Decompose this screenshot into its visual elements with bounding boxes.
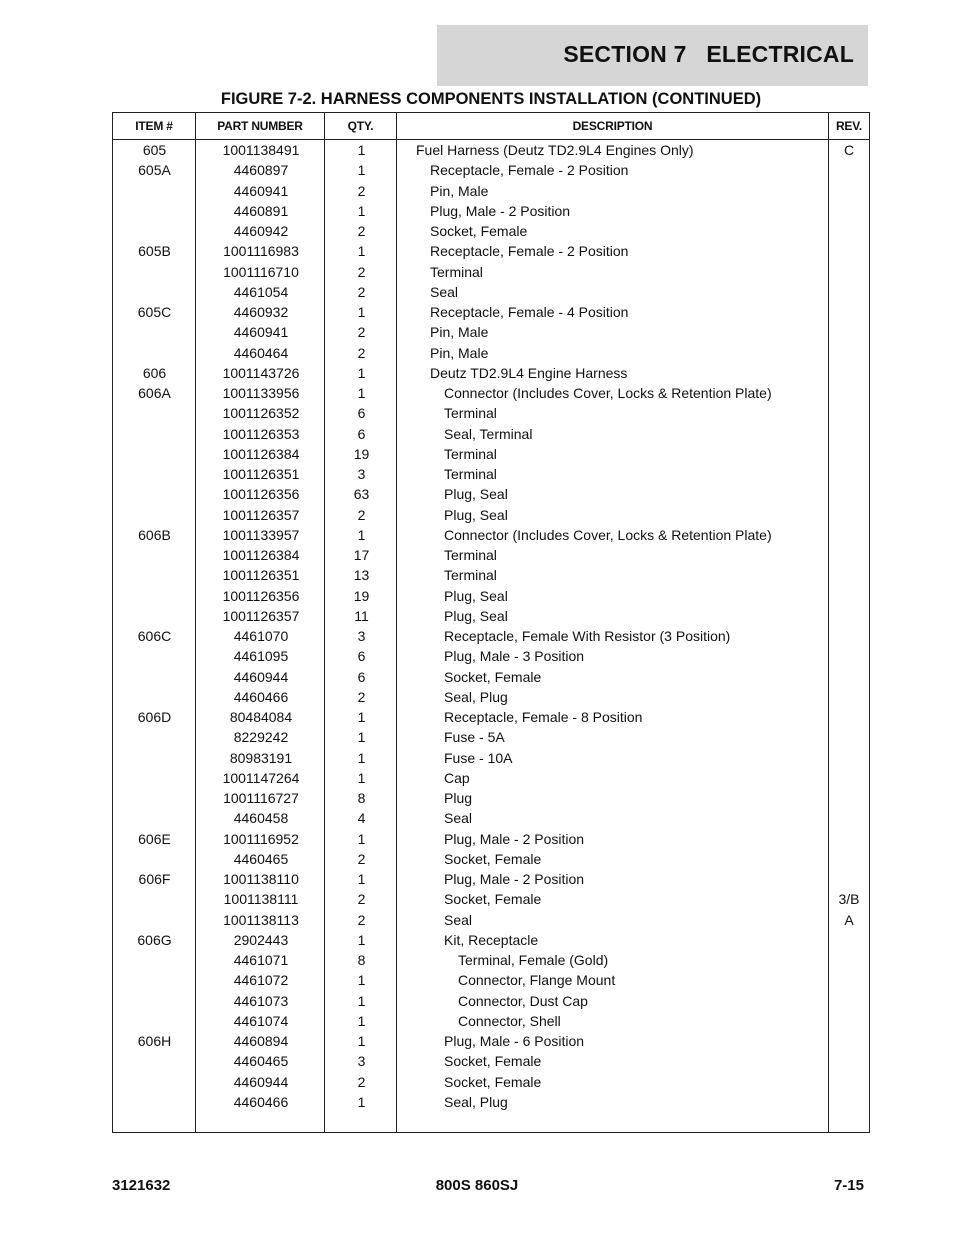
part-number-cell: 1001133957: [222, 526, 300, 543]
description-cell: Socket, Female: [444, 668, 542, 685]
description-cell: Plug, Male - 2 Position: [430, 202, 571, 219]
description-cell: Seal, Terminal: [444, 425, 533, 442]
part-number-cell: 1001126384: [222, 445, 300, 462]
description-cell: Pin, Male: [430, 344, 489, 361]
part-number-cell: 1001126357: [222, 506, 300, 523]
footer-model: 800S 860SJ: [435, 1177, 519, 1194]
rev-cell: 3/B: [838, 891, 860, 908]
part-number-cell: 1001133956: [222, 385, 300, 401]
table-row: [113, 788, 869, 808]
description-cell: Terminal, Female (Gold): [458, 952, 609, 968]
part-number-cell: 4460942: [233, 223, 289, 239]
part-number-cell: 1001126351: [222, 466, 300, 482]
qty-cell: 1: [357, 1033, 366, 1049]
table-row: [113, 505, 869, 525]
table-row: [113, 829, 869, 849]
qty-cell: 3: [357, 628, 366, 644]
qty-cell: 6: [357, 648, 366, 665]
part-number-cell: 4460897: [233, 162, 289, 179]
description-cell: Connector, Dust Cap: [458, 992, 588, 1009]
qty-cell: 1: [357, 992, 366, 1009]
qty-cell: 2: [357, 223, 366, 239]
part-number-cell: 4460465: [233, 850, 289, 867]
item-cell: 606A: [138, 385, 171, 401]
qty-cell: 13: [353, 567, 370, 584]
part-number-cell: 1001116952: [223, 830, 299, 847]
part-number-cell: 1001126357: [222, 607, 300, 624]
qty-cell: 1: [357, 243, 366, 260]
table-row: [113, 160, 869, 180]
part-number-cell: 8229242: [233, 729, 289, 746]
table-row: [113, 869, 869, 889]
table-row: [113, 748, 869, 768]
table-row: [113, 1051, 869, 1071]
item-cell: 605A: [138, 162, 171, 179]
qty-cell: 1: [357, 202, 366, 219]
description-cell: Plug, Male - 2 Position: [444, 830, 585, 847]
part-number-cell: 1001138110: [223, 871, 299, 887]
description-cell: Socket, Female: [444, 1073, 542, 1090]
part-number-cell: 4460891: [233, 202, 289, 219]
part-number-cell: 4461073: [233, 992, 289, 1009]
part-number-cell: 2902443: [233, 931, 289, 948]
qty-cell: 6: [357, 405, 366, 422]
description-cell: Socket, Female: [444, 850, 542, 867]
table-row: [113, 383, 869, 403]
part-number-cell: 80983191: [229, 749, 293, 766]
description-cell: Seal: [430, 283, 459, 300]
footer-page-number: 7-15: [833, 1177, 864, 1194]
table-row: [113, 606, 869, 626]
qty-cell: 1: [357, 729, 366, 746]
description-cell: Socket, Female: [430, 223, 528, 239]
description-cell: Receptacle, Female - 4 Position: [430, 304, 629, 320]
table-row: [113, 140, 869, 160]
part-number-cell: 4460944: [233, 668, 289, 685]
qty-cell: 1: [357, 364, 366, 381]
table-row: [113, 707, 869, 727]
item-cell: 606C: [137, 628, 172, 644]
table-body: [113, 140, 869, 1112]
description-cell: Plug, Seal: [444, 587, 508, 604]
part-number-cell: 4461070: [233, 628, 289, 644]
qty-cell: 6: [357, 425, 366, 442]
description-cell: Terminal: [444, 547, 497, 563]
table-row: [113, 484, 869, 504]
qty-cell: 2: [357, 850, 366, 867]
table-row: [113, 727, 869, 747]
rev-cell: A: [844, 911, 854, 928]
header-rev: REV.: [835, 119, 863, 133]
table-row: [113, 1011, 869, 1031]
table-row: [113, 687, 869, 707]
table-row: [113, 646, 869, 666]
part-number-cell: 1001126356: [222, 587, 300, 604]
description-cell: Seal, Plug: [444, 688, 508, 705]
part-number-cell: 4460941: [233, 324, 289, 341]
qty-cell: 2: [357, 506, 366, 523]
part-number-cell: 4460894: [233, 1033, 289, 1049]
description-cell: Connector, Flange Mount: [458, 972, 616, 989]
part-number-cell: 4461071: [233, 952, 289, 968]
part-number-cell: 4460458: [233, 810, 289, 827]
part-number-cell: 1001126351: [222, 567, 300, 584]
description-cell: Pin, Male: [430, 182, 489, 199]
table-row: [113, 262, 869, 282]
part-number-cell: 4461072: [233, 972, 289, 989]
description-cell: Cap: [444, 769, 470, 786]
table-row: [113, 322, 869, 342]
description-cell: Terminal: [444, 567, 497, 584]
qty-cell: 1: [357, 142, 366, 158]
header-qty: QTY.: [347, 119, 374, 133]
description-cell: Receptacle, Female With Resistor (3 Position): [444, 628, 731, 644]
qty-cell: 1: [357, 162, 366, 179]
header-item: ITEM #: [135, 119, 173, 133]
table-row: [113, 768, 869, 788]
part-number-cell: 1001143726: [222, 364, 300, 381]
part-number-cell: 4460466: [233, 1093, 289, 1110]
qty-cell: 8: [357, 790, 366, 806]
qty-cell: 19: [353, 587, 370, 604]
table-row: [113, 1031, 869, 1051]
qty-cell: 11: [354, 607, 369, 624]
description-cell: Connector (Includes Cover, Locks & Retention Plate): [444, 526, 772, 543]
qty-cell: 4: [357, 810, 366, 827]
table-row: [113, 545, 869, 565]
part-number-cell: 4460464: [233, 344, 289, 361]
part-number-cell: 1001116710: [223, 263, 299, 280]
table-row: [113, 201, 869, 221]
description-cell: Connector, Shell: [458, 1012, 561, 1029]
qty-cell: 1: [357, 1012, 366, 1029]
description-cell: Plug, Male - 2 Position: [444, 871, 585, 887]
qty-cell: 2: [357, 891, 366, 908]
parts-table: [112, 112, 870, 1133]
table-row: [113, 1092, 869, 1112]
description-cell: Deutz TD2.9L4 Engine Harness: [430, 364, 628, 381]
description-cell: Receptacle, Female - 2 Position: [430, 243, 629, 260]
description-cell: Kit, Receptacle: [444, 931, 539, 948]
table-row: [113, 181, 869, 201]
description-cell: Plug, Male - 3 Position: [444, 648, 585, 665]
item-cell: 605C: [137, 304, 172, 320]
footer-document-number: 3121632: [112, 1177, 171, 1194]
table-row: [113, 667, 869, 687]
qty-cell: 19: [353, 445, 370, 462]
header-description: DESCRIPTION: [572, 119, 653, 133]
item-cell: 606F: [138, 871, 171, 887]
part-number-cell: 4461095: [233, 648, 289, 665]
part-number-cell: 1001116727: [223, 790, 299, 806]
part-number-cell: 4460465: [233, 1053, 289, 1070]
qty-cell: 1: [357, 749, 366, 766]
item-cell: 606D: [137, 709, 172, 725]
item-cell: 605B: [138, 243, 171, 260]
part-number-cell: 1001116983: [223, 243, 299, 260]
qty-cell: 2: [357, 911, 366, 928]
part-number-cell: 1001126384: [222, 547, 300, 563]
table-row: [113, 586, 869, 606]
qty-cell: 1: [357, 769, 366, 786]
item-cell: 606B: [138, 526, 171, 543]
description-cell: Terminal: [430, 263, 483, 280]
table-row: [113, 403, 869, 423]
table-row: [113, 444, 869, 464]
part-number-cell: 1001138111: [223, 891, 299, 908]
description-cell: Terminal: [444, 405, 497, 422]
table-row: [113, 808, 869, 828]
description-cell: Plug: [444, 790, 473, 806]
description-cell: Fuel Harness (Deutz TD2.9L4 Engines Only): [416, 142, 694, 158]
rev-cell: C: [843, 142, 855, 158]
table-row: [113, 1072, 869, 1092]
qty-cell: 2: [357, 688, 366, 705]
item-cell: 606E: [138, 830, 171, 847]
description-cell: Connector (Includes Cover, Locks & Retention Plate): [444, 385, 772, 401]
description-cell: Terminal: [444, 466, 497, 482]
table-row: [113, 930, 869, 950]
qty-cell: 2: [357, 1073, 366, 1090]
qty-cell: 2: [357, 324, 366, 341]
table-row: [113, 910, 869, 930]
qty-cell: 1: [357, 871, 366, 887]
header-part-number: PART NUMBER: [217, 119, 303, 133]
part-number-cell: 4460944: [233, 1073, 289, 1090]
description-cell: Plug, Seal: [444, 486, 508, 503]
qty-cell: 3: [357, 1053, 366, 1070]
qty-cell: 2: [357, 182, 366, 199]
part-number-cell: 80484084: [229, 709, 293, 725]
part-number-cell: 1001126353: [222, 425, 300, 442]
part-number-cell: 1001138491: [222, 142, 300, 158]
table-row: [113, 889, 869, 909]
description-cell: Fuse - 5A: [444, 729, 505, 746]
qty-cell: 3: [357, 466, 366, 482]
qty-cell: 2: [357, 283, 366, 300]
qty-cell: 1: [357, 830, 366, 847]
table-row: [113, 991, 869, 1011]
item-cell: 606G: [137, 931, 172, 948]
description-cell: Fuse - 10A: [444, 749, 513, 766]
section-title: SECTION 7 ELECTRICAL: [563, 41, 854, 67]
table-row: [113, 424, 869, 444]
item-cell: 605: [142, 142, 167, 158]
item-cell: 606H: [137, 1033, 172, 1049]
description-cell: Plug, Male - 6 Position: [444, 1033, 585, 1049]
part-number-cell: 4460466: [233, 688, 289, 705]
item-cell: 606: [142, 364, 167, 381]
description-cell: Plug, Seal: [444, 607, 508, 624]
part-number-cell: 1001138113: [223, 911, 299, 928]
table-row: [113, 849, 869, 869]
description-cell: Receptacle, Female - 8 Position: [444, 709, 643, 725]
qty-cell: 1: [357, 526, 366, 543]
description-cell: Seal: [444, 810, 473, 827]
part-number-cell: 1001126352: [222, 405, 300, 422]
qty-cell: 1: [357, 972, 366, 989]
table-row: [113, 343, 869, 363]
table-row: [113, 525, 869, 545]
qty-cell: 1: [357, 709, 366, 725]
table-row: [113, 221, 869, 241]
part-number-cell: 4460941: [233, 182, 289, 199]
figure-title: FIGURE 7-2. HARNESS COMPONENTS INSTALLATION (CONTINUED): [220, 90, 762, 108]
table-row: [113, 565, 869, 585]
description-cell: Plug, Seal: [444, 506, 508, 523]
qty-cell: 2: [357, 263, 366, 280]
qty-cell: 1: [357, 931, 366, 948]
description-cell: Terminal: [444, 445, 497, 462]
table-row: [113, 302, 869, 322]
table-row: [113, 363, 869, 383]
part-number-cell: 4461074: [233, 1012, 289, 1029]
part-number-cell: 1001147264: [222, 769, 300, 786]
section-banner: [437, 25, 868, 86]
description-cell: Pin, Male: [430, 324, 489, 341]
table-row: [113, 241, 869, 261]
qty-cell: 1: [357, 1093, 366, 1110]
description-cell: Seal: [444, 911, 473, 928]
table-row: [113, 950, 869, 970]
qty-cell: 8: [357, 952, 366, 968]
description-cell: Socket, Female: [444, 1053, 542, 1070]
qty-cell: 63: [353, 486, 370, 503]
qty-cell: 1: [357, 304, 366, 320]
table-row: [113, 626, 869, 646]
qty-cell: 6: [357, 668, 366, 685]
table-row: [113, 970, 869, 990]
qty-cell: 1: [357, 385, 366, 401]
description-cell: Socket, Female: [444, 891, 542, 908]
part-number-cell: 4460932: [233, 304, 289, 320]
description-cell: Receptacle, Female - 2 Position: [430, 162, 629, 179]
part-number-cell: 4461054: [233, 283, 289, 300]
table-row: [113, 464, 869, 484]
part-number-cell: 1001126356: [222, 486, 300, 503]
qty-cell: 2: [357, 344, 366, 361]
qty-cell: 17: [353, 547, 370, 563]
table-row: [113, 282, 869, 302]
description-cell: Seal, Plug: [444, 1093, 508, 1110]
